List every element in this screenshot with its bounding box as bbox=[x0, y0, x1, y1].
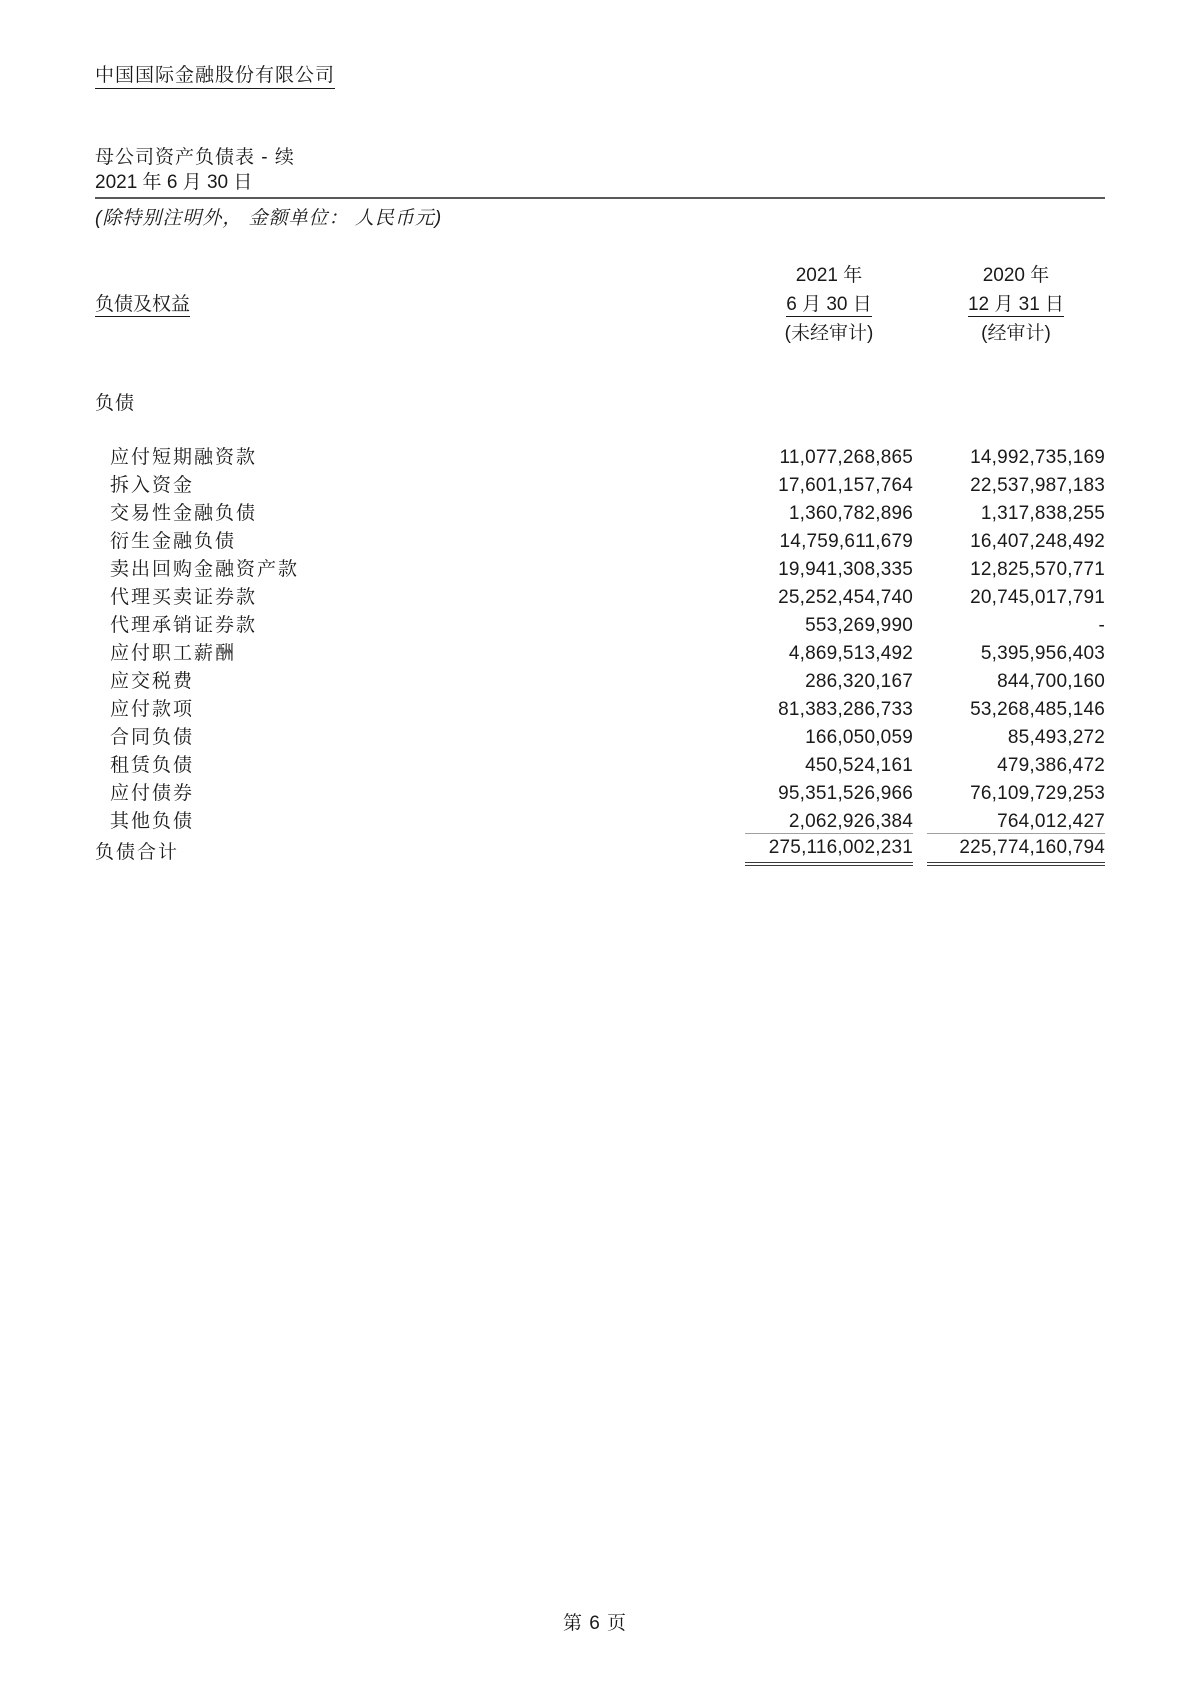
header-audit-row bbox=[95, 316, 1105, 345]
table-row bbox=[95, 441, 1105, 469]
page-content bbox=[95, 64, 1105, 866]
table-row bbox=[95, 693, 1105, 721]
group-label-row bbox=[95, 387, 1105, 415]
column-gap bbox=[913, 749, 927, 777]
row-value-2021: 19,941,308,335 bbox=[778, 559, 913, 580]
row-label: 应交税费 bbox=[110, 671, 195, 692]
column-gap bbox=[913, 469, 927, 497]
column-audit-2020: (经审计) bbox=[981, 323, 1051, 344]
company-name-text: 中国国际金融股份有限公司 bbox=[95, 65, 335, 89]
table-row bbox=[95, 553, 1105, 581]
row-value-2020: 14,992,735,169 bbox=[970, 447, 1105, 468]
row-value-2021: 17,601,157,764 bbox=[778, 475, 913, 496]
column-gap bbox=[913, 525, 927, 553]
column-year-2021: 2021 年 bbox=[795, 265, 863, 286]
section-header-liabilities-equity: 负债及权益 bbox=[95, 294, 191, 315]
row-label: 应付债券 bbox=[110, 783, 195, 804]
row-value-2021: 450,524,161 bbox=[805, 755, 913, 776]
header-year-row bbox=[95, 258, 1105, 287]
column-date-2020: 12 月 31 日 bbox=[967, 294, 1065, 315]
row-value-2021: 2,062,926,384 bbox=[788, 810, 913, 832]
total-value-2020: 225,774,160,794 bbox=[927, 833, 1105, 864]
table-row bbox=[95, 721, 1105, 749]
row-value-2020: 20,745,017,791 bbox=[970, 587, 1105, 608]
group-label-liabilities: 负债 bbox=[95, 393, 136, 414]
balance-sheet-table bbox=[95, 258, 1105, 866]
row-value-2020: 764,012,427 bbox=[997, 810, 1105, 832]
row-label: 交易性金融负债 bbox=[110, 503, 258, 524]
row-label: 应付职工薪酬 bbox=[110, 643, 237, 664]
row-value-2020: 5,395,956,403 bbox=[980, 643, 1105, 664]
currency-note: (除特别注明外， 金额单位： 人民币元) bbox=[95, 208, 443, 229]
report-title: 母公司资产负债表 - 续 bbox=[95, 147, 295, 168]
row-value-2021: 286,320,167 bbox=[805, 671, 913, 692]
row-value-2021: 553,269,990 bbox=[805, 615, 913, 636]
row-value-2020: 1,317,838,255 bbox=[980, 503, 1105, 524]
table-row bbox=[95, 609, 1105, 637]
row-label: 代理承销证券款 bbox=[110, 615, 258, 636]
column-gap bbox=[913, 581, 927, 609]
table-row bbox=[95, 581, 1105, 609]
column-year-2020: 2020 年 bbox=[982, 265, 1050, 286]
row-value-2020: - bbox=[1098, 615, 1105, 636]
column-gap bbox=[913, 693, 927, 721]
company-name bbox=[95, 64, 1105, 88]
row-value-2021: 11,077,268,865 bbox=[779, 447, 913, 468]
table-row bbox=[95, 637, 1105, 665]
row-value-2020: 53,268,485,146 bbox=[970, 699, 1105, 720]
table-row bbox=[95, 469, 1105, 497]
row-label: 拆入资金 bbox=[110, 475, 195, 496]
row-value-2021: 14,759,611,679 bbox=[779, 531, 913, 552]
column-gap bbox=[913, 609, 927, 637]
row-value-2020: 16,407,248,492 bbox=[970, 531, 1105, 552]
row-label: 合同负债 bbox=[110, 727, 195, 748]
header-date-row bbox=[95, 287, 1105, 316]
balance-sheet-body bbox=[95, 258, 1105, 864]
column-gap bbox=[913, 805, 927, 833]
row-value-2020: 85,493,272 bbox=[1007, 727, 1105, 748]
column-gap bbox=[913, 777, 927, 805]
row-value-2020: 12,825,570,771 bbox=[970, 559, 1105, 580]
spacer bbox=[95, 415, 1105, 441]
row-label: 代理买卖证券款 bbox=[110, 587, 258, 608]
row-value-2021: 166,050,059 bbox=[805, 727, 913, 748]
row-label: 应付短期融资款 bbox=[110, 447, 258, 468]
column-audit-2021: (未经审计) bbox=[784, 323, 874, 344]
row-label: 租赁负债 bbox=[110, 755, 195, 776]
total-row bbox=[95, 833, 1105, 864]
table-row bbox=[95, 665, 1105, 693]
table-row bbox=[95, 525, 1105, 553]
column-gap bbox=[913, 637, 927, 665]
row-value-2021: 1,360,782,896 bbox=[788, 503, 913, 524]
row-value-2021: 95,351,526,966 bbox=[778, 783, 913, 804]
table-row bbox=[95, 777, 1105, 805]
report-date: 2021 年 6 月 30 日 bbox=[95, 171, 1105, 199]
row-value-2020: 479,386,472 bbox=[997, 755, 1105, 776]
row-value-2020: 76,109,729,253 bbox=[970, 783, 1105, 804]
row-value-2021: 81,383,286,733 bbox=[778, 699, 913, 720]
column-gap bbox=[913, 553, 927, 581]
row-label: 卖出回购金融资产款 bbox=[110, 559, 300, 580]
column-gap bbox=[913, 441, 927, 469]
row-label: 应付款项 bbox=[110, 699, 195, 720]
total-value-2021: 275,116,002,231 bbox=[745, 833, 913, 864]
row-value-2021: 25,252,454,740 bbox=[778, 587, 913, 608]
total-label: 负债合计 bbox=[95, 842, 180, 863]
column-gap bbox=[913, 497, 927, 525]
table-row bbox=[95, 749, 1105, 777]
table-row bbox=[95, 497, 1105, 525]
column-gap bbox=[913, 721, 927, 749]
spacer bbox=[95, 345, 1105, 387]
column-gap bbox=[913, 665, 927, 693]
row-value-2020: 22,537,987,183 bbox=[970, 475, 1105, 496]
row-value-2021: 4,869,513,492 bbox=[788, 643, 913, 664]
column-date-2021: 6 月 30 日 bbox=[786, 294, 872, 315]
row-label: 衍生金融负债 bbox=[110, 531, 237, 552]
page-number: 第 6 页 bbox=[562, 1613, 628, 1634]
row-value-2020: 844,700,160 bbox=[997, 671, 1105, 692]
row-label: 其他负债 bbox=[110, 811, 195, 832]
table-row bbox=[95, 805, 1105, 833]
